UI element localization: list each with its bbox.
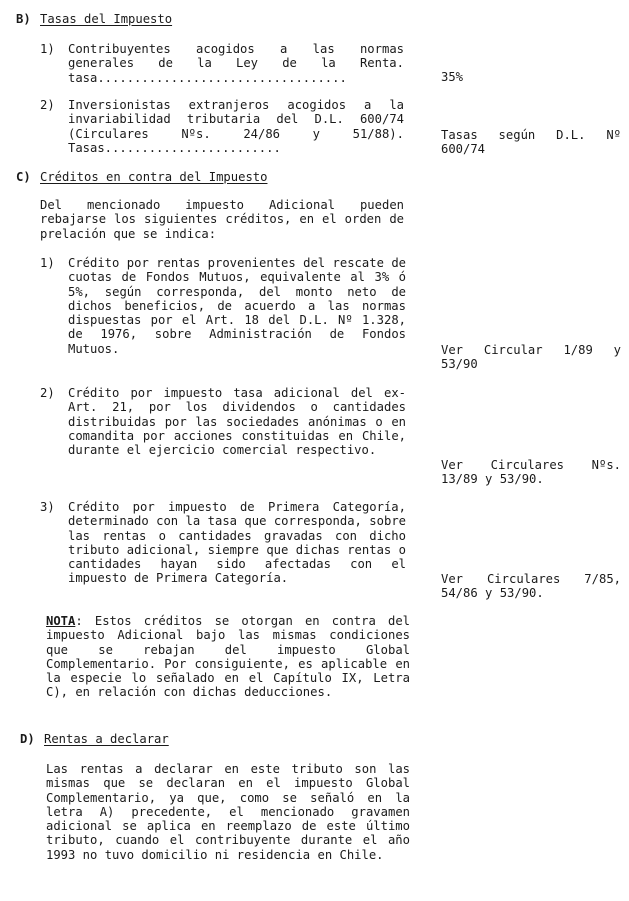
item-text: Inversionistas extranjeros acogidos a la invariabilidad tributaria del D.L. 600/74 (Circulares Nºs. 24/86 y 51/88). Tasas........................: [68, 98, 404, 155]
section-b-item-2-side-note: Tasas según D.L. Nº 600/74: [441, 128, 621, 157]
section-d-text: Las rentas a declarar en este tributo son las mismas que se declaran en el impuesto Global Complementario, ya que, como se señaló en la letra A) precedente, el mencionado gravamen adicional se aplica en reemplazo de este último tributo, cuando el contribuyente durante el año 1993 no tuvo domicilio ni residencia en Chile.: [46, 762, 410, 862]
item-text: Crédito por impuesto tasa adicional del ex-Art. 21, por los dividendos o cantidades distribuidas por las sociedades anónimas o en comandita por acciones constituidas en Chile, durante el ejercicio comercial respectivo.: [68, 386, 406, 458]
section-b-heading: [16, 12, 172, 26]
section-b-letter: B): [16, 12, 31, 26]
section-b-item-1-side-note: 35%: [441, 70, 464, 84]
item-text: Crédito por rentas provenientes del rescate de cuotas de Fondos Mutuos, equivalente al 3% ó 5%, según corresponda, del monto neto de dichos beneficios, de acuerdo a las normas dispuestas por el Art. 18 del D.L. Nº 1.328, de 1976, sobre Administración de Fondos Mutuos.: [68, 256, 406, 356]
item-number: 3): [40, 500, 55, 514]
section-c-item-1-side-note: Ver Circular 1/89 y 53/90: [441, 343, 621, 372]
item-number: 2): [40, 98, 55, 112]
section-c-item-1: [40, 256, 406, 356]
section-b-title: Tasas del Impuesto: [40, 12, 173, 26]
section-c-heading: [16, 170, 267, 184]
item-number: 1): [40, 256, 55, 270]
section-c-intro: Del mencionado impuesto Adicional pueden rebajarse los siguientes créditos, en el orden de prelación que se indica:: [40, 198, 404, 241]
section-c-item-2: [40, 386, 406, 457]
section-d-letter: D): [20, 732, 35, 746]
nota-text: : Estos créditos se otorgan en contra del impuesto Adicional bajo las mismas condiciones que se rebajan del impuesto Global Complementario. Por consiguiente, es aplicable en la especie lo señalado en el Capítulo IX, Letra C), en relación con dichas deducciones.: [46, 614, 410, 700]
section-c-item-3: [40, 500, 406, 586]
item-number: 2): [40, 386, 55, 400]
item-text: Contribuyentes acogidos a las normas generales de la Ley de la Renta. tasa..................................: [68, 42, 404, 85]
section-c-nota: [46, 614, 410, 700]
section-b-item-2: [40, 98, 404, 155]
section-c-title: Créditos en contra del Impuesto: [40, 170, 268, 184]
item-number: 1): [40, 42, 55, 56]
section-c-item-3-side-note: Ver Circulares 7/85, 54/86 y 53/90.: [441, 572, 621, 601]
section-d-title: Rentas a declarar: [44, 732, 169, 746]
section-d-heading: [20, 732, 169, 746]
section-c-letter: C): [16, 170, 31, 184]
item-text: Crédito por impuesto de Primera Categoría, determinado con la tasa que corresponda, sobre las rentas o cantidades gravadas con dicho tributo adicional, siempre que dichas rentas o cantidades hayan sido afectadas con el impuesto de Primera Categoría.: [68, 500, 406, 586]
nota-label: NOTA: [46, 614, 76, 628]
section-b-item-1: [40, 42, 404, 85]
section-c-item-2-side-note: Ver Circulares Nºs. 13/89 y 53/90.: [441, 458, 621, 487]
